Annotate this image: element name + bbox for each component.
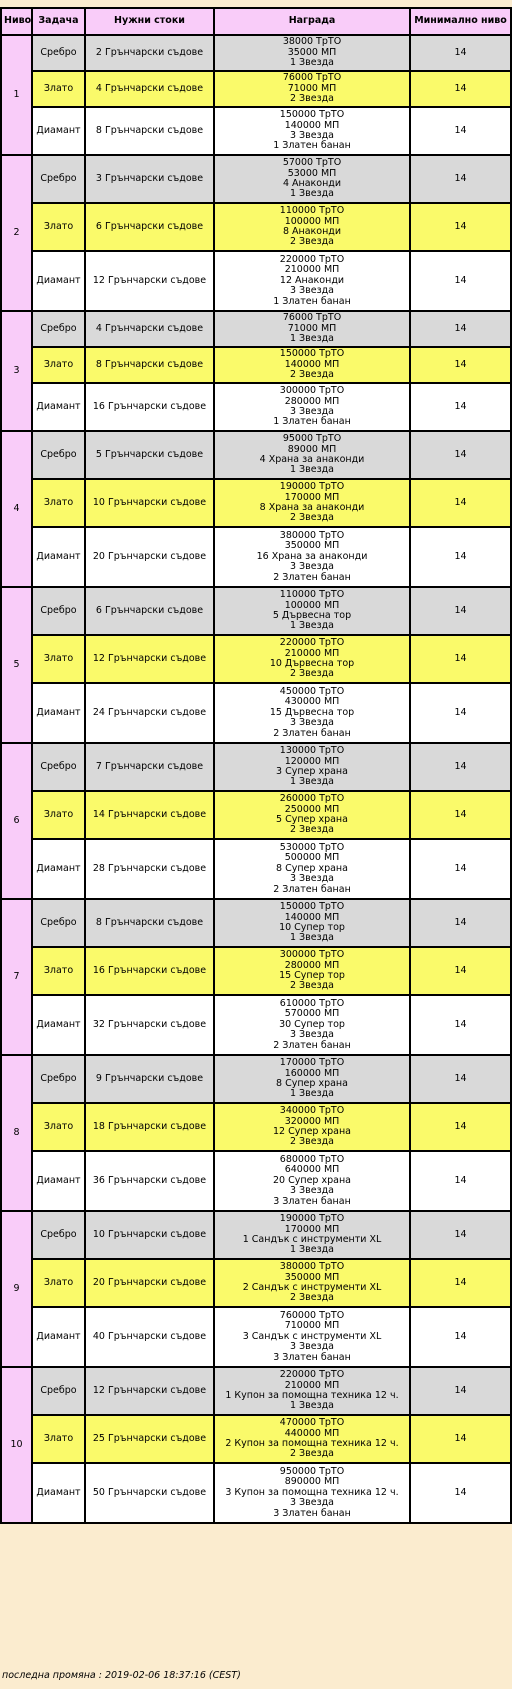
min-level-cell: 14: [410, 1211, 511, 1259]
reward-line: 16 Храна за анаконди: [256, 550, 368, 562]
reward-line: 950000 ТрТО: [279, 1465, 345, 1477]
reward-line: 140000 МП: [284, 358, 340, 370]
task-tier-cell: Сребро: [32, 431, 85, 479]
reward-cell: [214, 35, 410, 71]
table-row: [1, 1055, 511, 1103]
reward-line: 340000 ТрТО: [279, 1105, 345, 1117]
reward-line: 210000 МП: [284, 647, 340, 659]
reward-line: 500000 МП: [284, 852, 340, 864]
required-goods-cell: 5 Грънчарски съдове: [85, 431, 214, 479]
reward-line: 220000 ТрТО: [279, 1369, 345, 1381]
reward-line: 4 Анаконди: [282, 178, 342, 189]
reward-cell: [214, 743, 410, 791]
task-tier-cell: Злато: [32, 71, 85, 107]
table-row: [1, 1103, 511, 1151]
required-goods-cell: 14 Грънчарски съдове: [85, 791, 214, 839]
reward-line: 380000 ТрТО: [279, 1261, 345, 1273]
task-tier-cell: Диамант: [32, 839, 85, 899]
min-level-cell: 14: [410, 1151, 511, 1211]
reward-line: 680000 ТрТО: [279, 1153, 345, 1165]
reward-line: 1 Звезда: [289, 333, 335, 345]
required-goods-cell: 8 Грънчарски съдове: [85, 347, 214, 383]
required-goods-cell: 6 Грънчарски съдове: [85, 587, 214, 635]
task-tier-cell: Злато: [32, 947, 85, 995]
task-tier-cell: Сребро: [32, 743, 85, 791]
task-tier-cell: Злато: [32, 479, 85, 527]
table-row: [1, 1463, 511, 1523]
task-tier-cell: Диамант: [32, 383, 85, 431]
task-tier-cell: Сребро: [32, 1367, 85, 1415]
required-goods-cell: 12 Грънчарски съдове: [85, 251, 214, 311]
table-row: [1, 635, 511, 683]
reward-line: 3 Звезда: [289, 561, 335, 573]
table-row: [1, 479, 511, 527]
reward-line: 10 Супер тор: [279, 922, 345, 933]
min-level-cell: 14: [410, 1367, 511, 1415]
reward-line: 1 Звезда: [289, 1244, 335, 1256]
table-row: [1, 35, 511, 71]
min-level-cell: 14: [410, 35, 511, 71]
reward-line: 15 Супер тор: [279, 970, 345, 981]
reward-line: 3 Звезда: [289, 1029, 335, 1041]
required-goods-cell: 12 Грънчарски съдове: [85, 1367, 214, 1415]
reward-cell: [214, 1211, 410, 1259]
reward-line: 710000 МП: [284, 1320, 340, 1332]
min-level-cell: 14: [410, 683, 511, 743]
table-row: [1, 71, 511, 107]
reward-line: 1 Звезда: [289, 188, 335, 200]
level-cell: 9: [1, 1211, 32, 1367]
reward-line: 530000 ТрТО: [279, 841, 345, 853]
table-row: [1, 839, 511, 899]
reward-line: 57000 ТрТО: [282, 157, 342, 169]
table-row: [1, 587, 511, 635]
required-goods-cell: 20 Грънчарски съдове: [85, 1259, 214, 1307]
table-row: [1, 947, 511, 995]
reward-cell: [214, 683, 410, 743]
task-tier-cell: Сребро: [32, 155, 85, 203]
task-tier-cell: Сребро: [32, 35, 85, 71]
reward-cell: [214, 791, 410, 839]
reward-line: 450000 ТрТО: [279, 685, 345, 697]
reward-cell: [214, 71, 410, 107]
reward-cell: [214, 1151, 410, 1211]
table-row: [1, 311, 511, 347]
min-level-cell: 14: [410, 635, 511, 683]
reward-line: 320000 МП: [284, 1115, 340, 1127]
reward-line: 1 Звезда: [289, 1400, 335, 1412]
required-goods-cell: 10 Грънчарски съдове: [85, 479, 214, 527]
reward-cell: [214, 1367, 410, 1415]
reward-line: 20 Супер храна: [273, 1174, 351, 1186]
reward-line: 110000 ТрТО: [279, 205, 345, 217]
required-goods-cell: 8 Грънчарски съдове: [85, 899, 214, 947]
reward-line: 350000 МП: [284, 1271, 340, 1283]
reward-line: 3 Звезда: [289, 1185, 335, 1197]
reward-line: 170000 МП: [284, 491, 340, 503]
reward-line: 2 Звезда: [289, 1292, 335, 1304]
table-row: [1, 431, 511, 479]
min-level-cell: 14: [410, 383, 511, 431]
table-row: [1, 251, 511, 311]
min-level-cell: 14: [410, 839, 511, 899]
reward-line: 470000 ТрТО: [279, 1417, 345, 1429]
required-goods-cell: 12 Грънчарски съдове: [85, 635, 214, 683]
reward-cell: [214, 251, 410, 311]
reward-line: 95000 ТрТО: [282, 433, 342, 445]
reward-line: 610000 ТрТО: [279, 997, 345, 1009]
reward-line: 100000 МП: [284, 599, 340, 611]
required-goods-cell: 28 Грънчарски съдове: [85, 839, 214, 899]
reward-cell: [214, 1259, 410, 1307]
reward-line: 260000 ТрТО: [279, 793, 345, 805]
min-level-cell: 14: [410, 899, 511, 947]
reward-line: 120000 МП: [284, 755, 340, 767]
required-goods-cell: 36 Грънчарски съдове: [85, 1151, 214, 1211]
reward-line: 8 Храна за анаконди: [259, 502, 365, 513]
reward-line: 3 Звезда: [289, 873, 335, 885]
level-cell: 4: [1, 431, 32, 587]
table-row: [1, 347, 511, 383]
reward-cell: [214, 479, 410, 527]
reward-line: 1 Звезда: [289, 776, 335, 788]
table-row: [1, 1211, 511, 1259]
min-level-cell: 14: [410, 1103, 511, 1151]
required-goods-cell: 20 Грънчарски съдове: [85, 527, 214, 587]
reward-line: 140000 МП: [284, 119, 340, 131]
min-level-cell: 14: [410, 1055, 511, 1103]
table-row: [1, 1151, 511, 1211]
task-tier-cell: Злато: [32, 791, 85, 839]
reward-line: 2 Звезда: [289, 668, 335, 680]
reward-cell: [214, 527, 410, 587]
reward-line: 3 Звезда: [289, 406, 335, 417]
table-body: [1, 35, 511, 1523]
reward-line: 1 Златен банан: [273, 416, 351, 428]
reward-line: 3 Звезда: [289, 717, 335, 729]
reward-cell: [214, 1103, 410, 1151]
header-task: Задача: [32, 8, 85, 35]
task-tier-cell: Злато: [32, 635, 85, 683]
min-level-cell: 14: [410, 1307, 511, 1367]
reward-line: 170000 МП: [284, 1223, 340, 1235]
required-goods-cell: 16 Грънчарски съдове: [85, 947, 214, 995]
required-goods-cell: 32 Грънчарски съдове: [85, 995, 214, 1055]
reward-line: 1 Златен банан: [273, 295, 351, 307]
task-tier-cell: Диамант: [32, 107, 85, 155]
min-level-cell: 14: [410, 1259, 511, 1307]
reward-line: 1 Сандък с инструменти XL: [242, 1234, 382, 1245]
table-row: [1, 383, 511, 431]
reward-line: 15 Дървесна тор: [269, 706, 355, 718]
min-level-cell: 14: [410, 107, 511, 155]
reward-line: 10 Дървесна тор: [269, 658, 355, 669]
task-tier-cell: Диамант: [32, 251, 85, 311]
reward-line: 38000 ТрТО: [282, 36, 342, 48]
task-tier-cell: Сребро: [32, 899, 85, 947]
reward-cell: [214, 1463, 410, 1523]
min-level-cell: 14: [410, 995, 511, 1055]
reward-line: 220000 ТрТО: [279, 637, 345, 649]
reward-line: 220000 ТрТО: [279, 253, 345, 265]
min-level-cell: 14: [410, 947, 511, 995]
last-modified: последна промяна : 2019-02-06 18:37:16 (CEST): [2, 1670, 241, 1681]
reward-cell: [214, 635, 410, 683]
reward-line: 640000 МП: [284, 1164, 340, 1176]
table-row: [1, 203, 511, 251]
required-goods-cell: 3 Грънчарски съдове: [85, 155, 214, 203]
min-level-cell: 14: [410, 791, 511, 839]
reward-line: 12 Супер храна: [273, 1126, 351, 1137]
reward-line: 3 Звезда: [289, 1497, 335, 1509]
reward-line: 1 Звезда: [289, 620, 335, 632]
reward-cell: [214, 899, 410, 947]
min-level-cell: 14: [410, 155, 511, 203]
reward-cell: [214, 587, 410, 635]
task-tier-cell: Диамант: [32, 683, 85, 743]
reward-line: 100000 МП: [284, 215, 340, 227]
reward-line: 2 Звезда: [289, 1136, 335, 1148]
reward-line: 2 Звезда: [289, 1448, 335, 1460]
reward-cell: [214, 995, 410, 1055]
task-tier-cell: Диамант: [32, 527, 85, 587]
table-row: [1, 791, 511, 839]
task-tier-cell: Злато: [32, 347, 85, 383]
reward-line: 3 Звезда: [289, 285, 335, 297]
reward-cell: [214, 383, 410, 431]
reward-line: 3 Купон за помощна техника 12 ч.: [225, 1486, 399, 1498]
reward-line: 8 Анаконди: [282, 226, 342, 237]
required-goods-cell: 4 Грънчарски съдове: [85, 71, 214, 107]
reward-line: 280000 МП: [284, 959, 340, 971]
required-goods-cell: 6 Грънчарски съдове: [85, 203, 214, 251]
table-row: [1, 1307, 511, 1367]
min-level-cell: 14: [410, 479, 511, 527]
required-goods-cell: 10 Грънчарски съдове: [85, 1211, 214, 1259]
level-cell: 8: [1, 1055, 32, 1211]
reward-line: 250000 МП: [284, 803, 340, 815]
task-tier-cell: Диамант: [32, 1151, 85, 1211]
reward-cell: [214, 155, 410, 203]
reward-line: 1 Златен банан: [273, 140, 351, 152]
reward-line: 71000 МП: [287, 82, 337, 94]
reward-cell: [214, 1055, 410, 1103]
reward-cell: [214, 1307, 410, 1367]
min-level-cell: 14: [410, 527, 511, 587]
task-tier-cell: Сребро: [32, 1211, 85, 1259]
reward-line: 190000 ТрТО: [279, 1213, 345, 1225]
reward-line: 130000 ТрТО: [279, 745, 345, 757]
reward-line: 430000 МП: [284, 696, 340, 708]
required-goods-cell: 2 Грънчарски съдове: [85, 35, 214, 71]
required-goods-cell: 50 Грънчарски съдове: [85, 1463, 214, 1523]
reward-line: 71000 МП: [287, 322, 337, 334]
task-tier-cell: Злато: [32, 1103, 85, 1151]
reward-line: 170000 ТрТО: [279, 1057, 345, 1069]
reward-line: 2 Звезда: [289, 369, 335, 381]
reward-cell: [214, 839, 410, 899]
required-goods-cell: 25 Грънчарски съдове: [85, 1415, 214, 1463]
required-goods-cell: 9 Грънчарски съдове: [85, 1055, 214, 1103]
task-tier-cell: Диамант: [32, 995, 85, 1055]
level-cell: 7: [1, 899, 32, 1055]
reward-line: 210000 МП: [284, 1379, 340, 1391]
required-goods-cell: 7 Грънчарски съдове: [85, 743, 214, 791]
reward-cell: [214, 431, 410, 479]
min-level-cell: 14: [410, 1415, 511, 1463]
reward-line: 4 Храна за анаконди: [259, 454, 365, 465]
table-row: [1, 1259, 511, 1307]
reward-line: 380000 ТрТО: [279, 529, 345, 541]
reward-cell: [214, 107, 410, 155]
reward-line: 2 Звезда: [289, 824, 335, 836]
table-row: [1, 899, 511, 947]
reward-line: 2 Сандък с инструменти XL: [242, 1282, 382, 1293]
required-goods-cell: 16 Грънчарски съдове: [85, 383, 214, 431]
reward-line: 160000 МП: [284, 1067, 340, 1079]
reward-line: 8 Супер храна: [276, 1078, 348, 1089]
min-level-cell: 14: [410, 431, 511, 479]
reward-line: 280000 МП: [284, 395, 340, 407]
rewards-table: [0, 7, 512, 1524]
min-level-cell: 14: [410, 743, 511, 791]
reward-line: 1 Звезда: [289, 57, 335, 69]
required-goods-cell: 8 Грънчарски съдове: [85, 107, 214, 155]
table-row: [1, 683, 511, 743]
table-row: [1, 527, 511, 587]
required-goods-cell: 18 Грънчарски съдове: [85, 1103, 214, 1151]
reward-line: 2 Златен банан: [273, 1039, 351, 1051]
reward-line: 1 Купон за помощна техника 12 ч.: [225, 1390, 399, 1401]
reward-line: 570000 МП: [284, 1008, 340, 1020]
table-row: [1, 155, 511, 203]
min-level-cell: 14: [410, 203, 511, 251]
reward-line: 12 Анаконди: [279, 274, 345, 286]
header-reward: Награда: [214, 8, 410, 35]
reward-line: 5 Дървесна тор: [272, 610, 352, 621]
reward-cell: [214, 1415, 410, 1463]
reward-line: 890000 МП: [284, 1476, 340, 1488]
reward-line: 350000 МП: [284, 540, 340, 552]
reward-line: 150000 ТрТО: [279, 348, 345, 360]
reward-line: 35000 МП: [287, 46, 337, 58]
reward-cell: [214, 347, 410, 383]
reward-line: 140000 МП: [284, 911, 340, 923]
reward-line: 3 Златен банан: [273, 1351, 351, 1363]
reward-line: 2 Купон за помощна техника 12 ч.: [225, 1438, 399, 1449]
reward-line: 30 Супер тор: [279, 1018, 345, 1030]
reward-line: 1 Звезда: [289, 932, 335, 944]
required-goods-cell: 4 Грънчарски съдове: [85, 311, 214, 347]
reward-line: 110000 ТрТО: [279, 589, 345, 601]
reward-line: 2 Златен банан: [273, 571, 351, 583]
task-tier-cell: Сребро: [32, 311, 85, 347]
task-tier-cell: Злато: [32, 1259, 85, 1307]
required-goods-cell: 24 Грънчарски съдове: [85, 683, 214, 743]
reward-line: 300000 ТрТО: [279, 385, 345, 397]
reward-line: 53000 МП: [287, 167, 337, 179]
level-cell: 3: [1, 311, 32, 431]
table-row: [1, 1415, 511, 1463]
reward-line: 76000 ТрТО: [282, 72, 342, 84]
min-level-cell: 14: [410, 587, 511, 635]
reward-line: 210000 МП: [284, 264, 340, 276]
reward-line: 2 Звезда: [289, 980, 335, 992]
table-row: [1, 1367, 511, 1415]
reward-line: 300000 ТрТО: [279, 949, 345, 961]
table-row: [1, 107, 511, 155]
reward-line: 440000 МП: [284, 1427, 340, 1439]
reward-cell: [214, 947, 410, 995]
reward-line: 3 Звезда: [289, 1341, 335, 1353]
min-level-cell: 14: [410, 311, 511, 347]
header-min-level: Минимално ниво: [410, 8, 511, 35]
reward-line: 150000 ТрТО: [279, 901, 345, 913]
task-tier-cell: Злато: [32, 1415, 85, 1463]
min-level-cell: 14: [410, 251, 511, 311]
min-level-cell: 14: [410, 1463, 511, 1523]
min-level-cell: 14: [410, 71, 511, 107]
reward-line: 190000 ТрТО: [279, 481, 345, 493]
reward-cell: [214, 311, 410, 347]
reward-line: 3 Златен банан: [273, 1507, 351, 1519]
level-cell: 5: [1, 587, 32, 743]
header-level: Ниво: [1, 8, 32, 35]
header-row: [1, 8, 511, 35]
header-goods: Нужни стоки: [85, 8, 214, 35]
level-cell: 1: [1, 35, 32, 155]
reward-line: 760000 ТрТО: [279, 1309, 345, 1321]
required-goods-cell: 40 Грънчарски съдове: [85, 1307, 214, 1367]
table-row: [1, 995, 511, 1055]
reward-line: 8 Супер храна: [276, 862, 348, 874]
reward-line: 2 Звезда: [289, 93, 335, 105]
level-cell: 10: [1, 1367, 32, 1523]
level-cell: 2: [1, 155, 32, 311]
reward-line: 2 Златен банан: [273, 883, 351, 895]
reward-line: 3 Златен банан: [273, 1195, 351, 1207]
level-cell: 6: [1, 743, 32, 899]
reward-line: 3 Звезда: [289, 130, 335, 141]
min-level-cell: 14: [410, 347, 511, 383]
task-tier-cell: Сребро: [32, 1055, 85, 1103]
reward-line: 89000 МП: [287, 443, 337, 455]
reward-line: 2 Звезда: [289, 236, 335, 248]
task-tier-cell: Сребро: [32, 587, 85, 635]
reward-line: 3 Супер храна: [276, 766, 348, 777]
reward-line: 1 Звезда: [289, 464, 335, 476]
reward-line: 2 Златен банан: [273, 727, 351, 739]
reward-line: 5 Супер храна: [276, 814, 348, 825]
table-row: [1, 743, 511, 791]
task-tier-cell: Злато: [32, 203, 85, 251]
task-tier-cell: Диамант: [32, 1307, 85, 1367]
task-tier-cell: Диамант: [32, 1463, 85, 1523]
reward-line: 76000 ТрТО: [282, 312, 342, 324]
reward-line: 2 Звезда: [289, 512, 335, 524]
reward-line: 1 Звезда: [289, 1088, 335, 1100]
reward-line: 3 Сандък с инструменти XL: [242, 1330, 382, 1342]
reward-line: 150000 ТрТО: [279, 109, 345, 121]
reward-cell: [214, 203, 410, 251]
